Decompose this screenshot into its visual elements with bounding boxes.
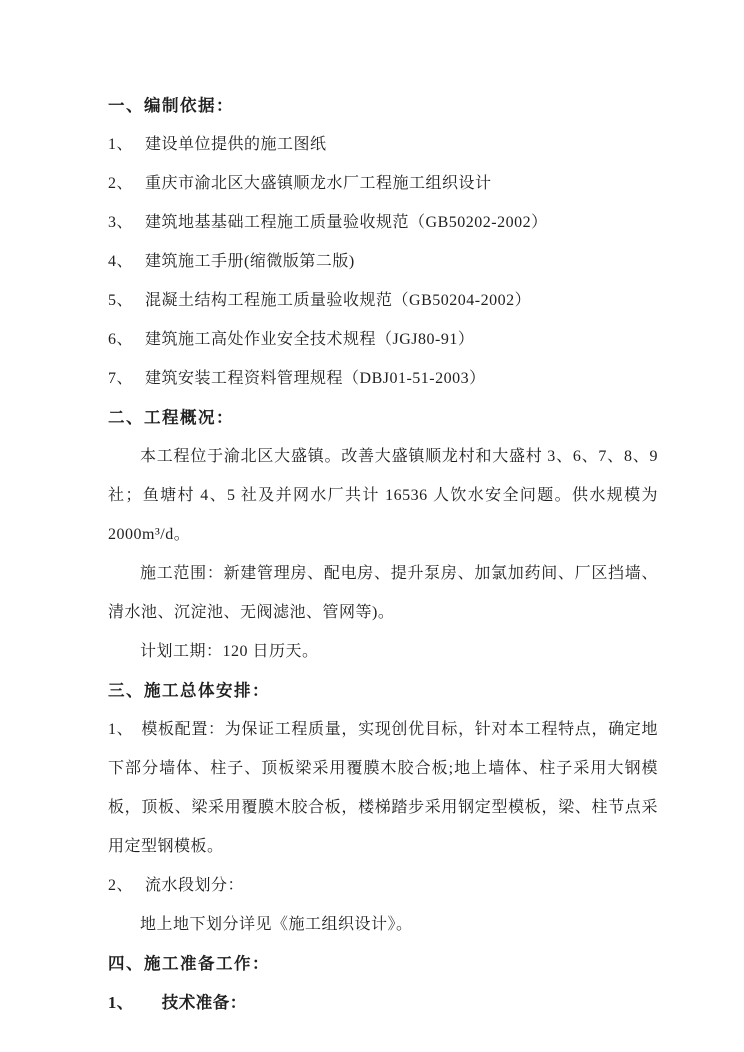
item-number: 1、 bbox=[108, 721, 134, 738]
item-number: 6、 bbox=[108, 331, 134, 348]
body-paragraph: 施工范围：新建管理房、配电房、提升泵房、加氯加药间、厂区挡墙、清水池、沉淀池、无阀滤池、管网等)。 bbox=[108, 565, 658, 621]
item-text: 建筑施工手册(缩微版第二版) bbox=[145, 253, 355, 270]
numbered-item bbox=[108, 359, 658, 398]
numbered-item bbox=[108, 125, 658, 164]
item-text: 流水段划分： bbox=[145, 877, 245, 894]
section-heading: 三、施工总体安排： bbox=[108, 681, 270, 700]
section-heading: 一、编制依据： bbox=[108, 96, 234, 115]
item-number: 1、 bbox=[108, 993, 134, 1012]
item-text: 建筑施工高处作业安全技术规程（JGJ80-91） bbox=[145, 331, 475, 348]
item-text: 建设单位提供的施工图纸 bbox=[145, 136, 327, 153]
document-content bbox=[108, 86, 658, 1022]
item-number: 2、 bbox=[108, 877, 134, 894]
numbered-item bbox=[108, 320, 658, 359]
numbered-item bbox=[108, 164, 658, 203]
item-number: 5、 bbox=[108, 292, 134, 309]
item-text: 模板配置：为保证工程质量，实现创优目标，针对本工程特点，确定地下部分墙体、柱子、顶板梁采用覆膜木胶合板;地上墙体、柱子采用大钢模板，顶板、梁采用覆膜木胶合板，楼梯踏步采用钢定型模板，梁、柱节点采用定型钢模板。 bbox=[108, 721, 658, 855]
item-text: 混凝土结构工程施工质量验收规范（GB50204-2002） bbox=[145, 292, 532, 309]
numbered-item bbox=[108, 281, 658, 320]
item-number: 7、 bbox=[108, 370, 134, 387]
numbered-item bbox=[108, 866, 658, 905]
item-number: 2、 bbox=[108, 175, 134, 192]
body-paragraph: 地上地下划分详见《施工组织设计》。 bbox=[140, 916, 413, 933]
item-number: 1、 bbox=[108, 136, 134, 153]
numbered-item bbox=[108, 710, 658, 866]
body-paragraph: 计划工期：120 日历天。 bbox=[140, 643, 319, 660]
section-heading: 二、工程概况： bbox=[108, 408, 234, 427]
item-text: 建筑地基基础工程施工质量验收规范（GB50202-2002） bbox=[145, 214, 548, 231]
section-heading: 四、施工准备工作： bbox=[108, 954, 270, 973]
item-text: 重庆市渝北区大盛镇顺龙水厂工程施工组织设计 bbox=[145, 175, 492, 192]
body-paragraph: 本工程位于渝北区大盛镇。改善大盛镇顺龙村和大盛村 3、6、7、8、9 社；鱼塘村 4、5 社及并网水厂共计 16536 人饮水安全问题。供水规模为 2000m³/d。 bbox=[108, 448, 658, 543]
item-text: 技术准备： bbox=[161, 993, 247, 1012]
numbered-item bbox=[108, 203, 658, 242]
numbered-item bbox=[108, 242, 658, 281]
item-number: 4、 bbox=[108, 253, 134, 270]
item-number: 3、 bbox=[108, 214, 134, 231]
numbered-item bbox=[108, 983, 658, 1022]
item-text: 建筑安装工程资料管理规程（DBJ01-51-2003） bbox=[145, 370, 486, 387]
